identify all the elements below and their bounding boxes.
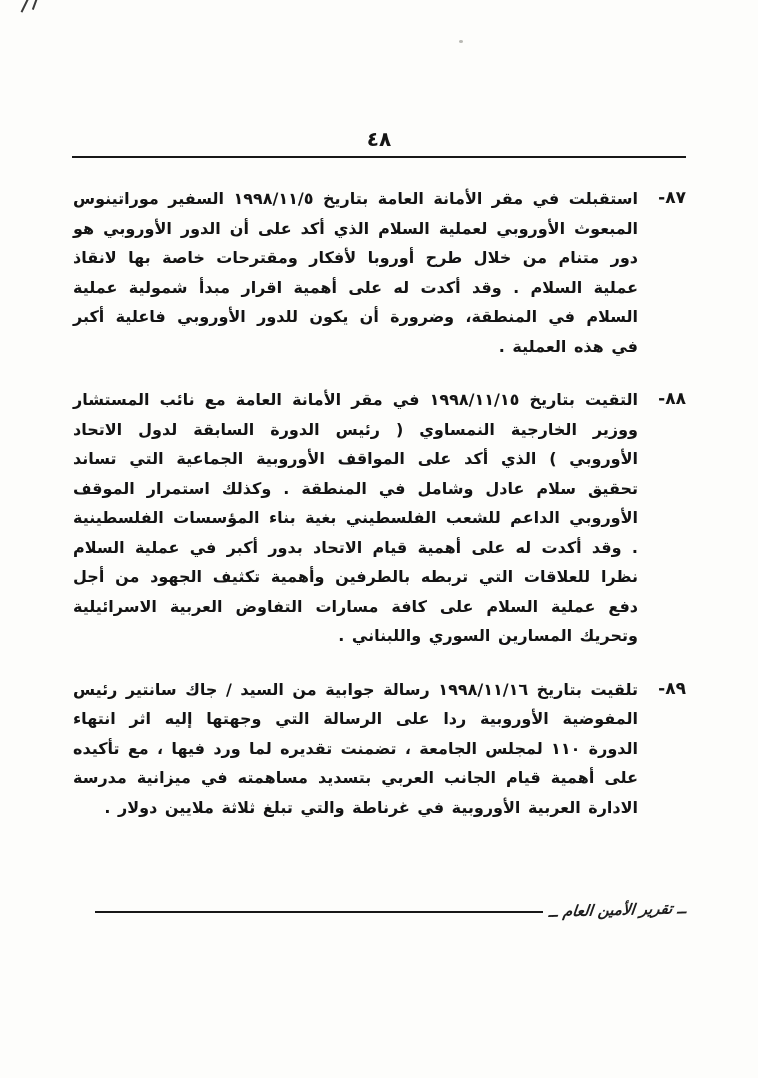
paragraph-marker: ٨٩- <box>658 678 686 699</box>
paragraph-text: التقيت بتاريخ ١٩٩٨/١١/١٥ في مقر الأمانة العامة مع نائب المستشار ووزير الخارجية النمساوي ( رئيس الدورة السابقة لدول الاتحاد الأوروبي ) الذي أكد على المواقف الأوروبية الجماعية التي تساند تحقيق سلام عادل وشامل في المنطقة . وكذلك استمرار الموقف الأوروبي الداعم للشعب الفلسطيني بغية بناء المؤسسات الفلسطينية . وقد أكدت له على أهمية قيام الاتحاد بدور أكبر في عملية السلام نظرا للعلاقات التي تربطه بالطرفين وأهمية تكثيف الجهود من أجل دفع عملية السلام على كافة مسارات التفاوض العربية الاسرائيلية وتحريك المسارين السوري واللبناني . <box>73 390 638 645</box>
footer-handwritten-note: ــ تقرير الأمين العام ــ <box>547 899 688 921</box>
paragraph-marker: ٨٧- <box>658 188 686 208</box>
page-footer <box>95 897 686 923</box>
footer-rule <box>95 911 543 913</box>
paragraph-text: استقبلت في مقر الأمانة العامة بتاريخ ١٩٩٨/١١/٥ السفير موراتينوس المبعوث الأوروبي لعملية السلام الذي أكد على أن الدور الأوروبي هو دور متنام من خلال طرح أوروبا لأفكار ومقترحات خاصة بها لانقاذ عملية السلام . وقد أكدت له على أهمية اقرار مبدأ شمولية عملية السلام في المنطقة، وضرورة أن يكون للدور الأوروبي فاعلية أكبر في هذه العملية . <box>73 189 638 356</box>
paragraph-89 <box>73 675 686 823</box>
document-body <box>73 184 686 846</box>
paragraph-87 <box>73 184 686 361</box>
paragraph-88 <box>73 385 686 651</box>
paragraph-text: تلقيت بتاريخ ١٩٩٨/١١/١٦ رسالة جوابية من السيد / جاك سانتير رئيس المفوضية الأوروبية ردا على الرسالة التي وجهتها إليه اثر انتهاء الدورة ١١٠ لمجلس الجامعة ، تضمنت تقديره لما ورد فيها ، مع تأكيده على أهمية قيام الجانب العربي بتسديد مساهمته في ميزانية مدرسة الادارة العربية الأوروبية في غرناطة والتي تبلغ ثلاثة ملايين دولار . <box>73 679 639 817</box>
header-rule <box>72 156 686 158</box>
paragraph-marker: ٨٨- <box>658 389 686 409</box>
scan-speck <box>459 40 463 43</box>
scan-artifact <box>20 0 54 17</box>
page-number: ٤٨ <box>366 127 392 151</box>
